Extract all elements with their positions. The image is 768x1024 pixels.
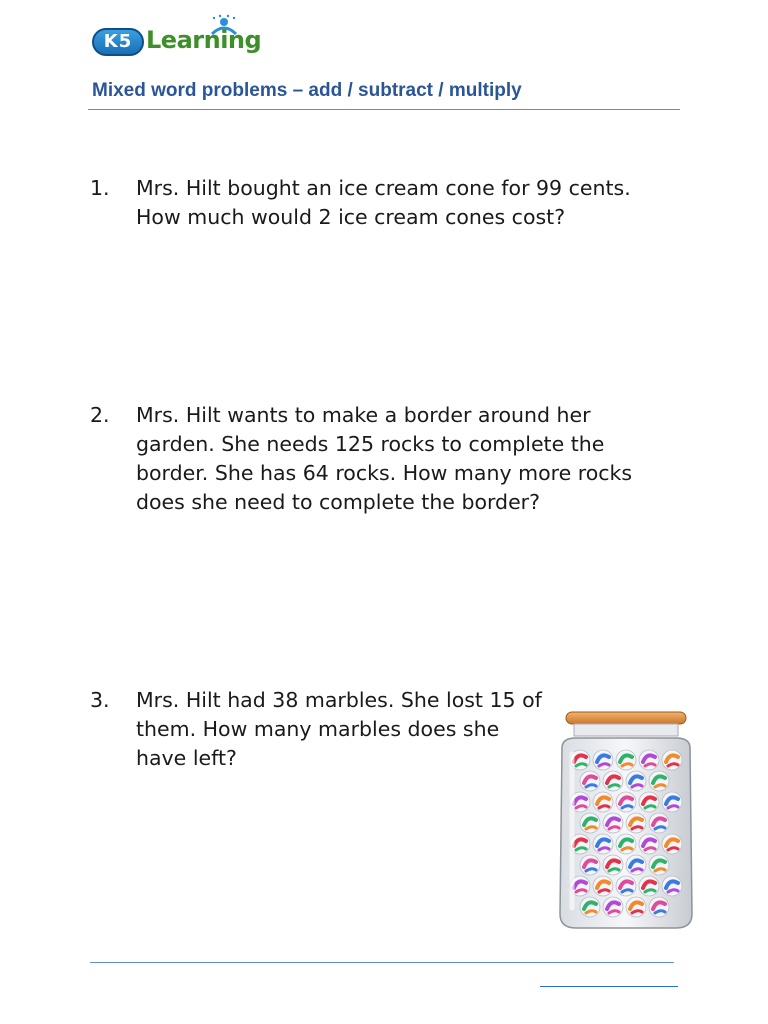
logo-figure-icon [204,14,244,44]
logo-text: Learning [146,26,262,54]
page-title: Mixed word problems – add / subtract / multiply [92,80,522,101]
marble-jar-icon [552,708,698,932]
footer-link-underline [540,986,678,987]
logo-badge: K5 [92,28,144,56]
footer-divider [90,962,674,963]
title-divider [88,109,680,110]
problem-number: 3. [90,688,110,712]
problem-number: 1. [90,176,110,200]
problem-text: Mrs. Hilt wants to make a border around her garden. She needs 125 rocks to complete the border. She has 64 rocks. How many more rocks does she need to complete the border? [136,403,633,514]
problem-number: 2. [90,403,110,427]
k5-learning-logo [92,14,262,60]
problem-text: Mrs. Hilt had 38 marbles. She lost 15 of them. How many marbles does she have left? [136,688,542,770]
problem-text: Mrs. Hilt bought an ice cream cone for 99 cents. How much would 2 ice cream cones cost? [136,176,631,229]
